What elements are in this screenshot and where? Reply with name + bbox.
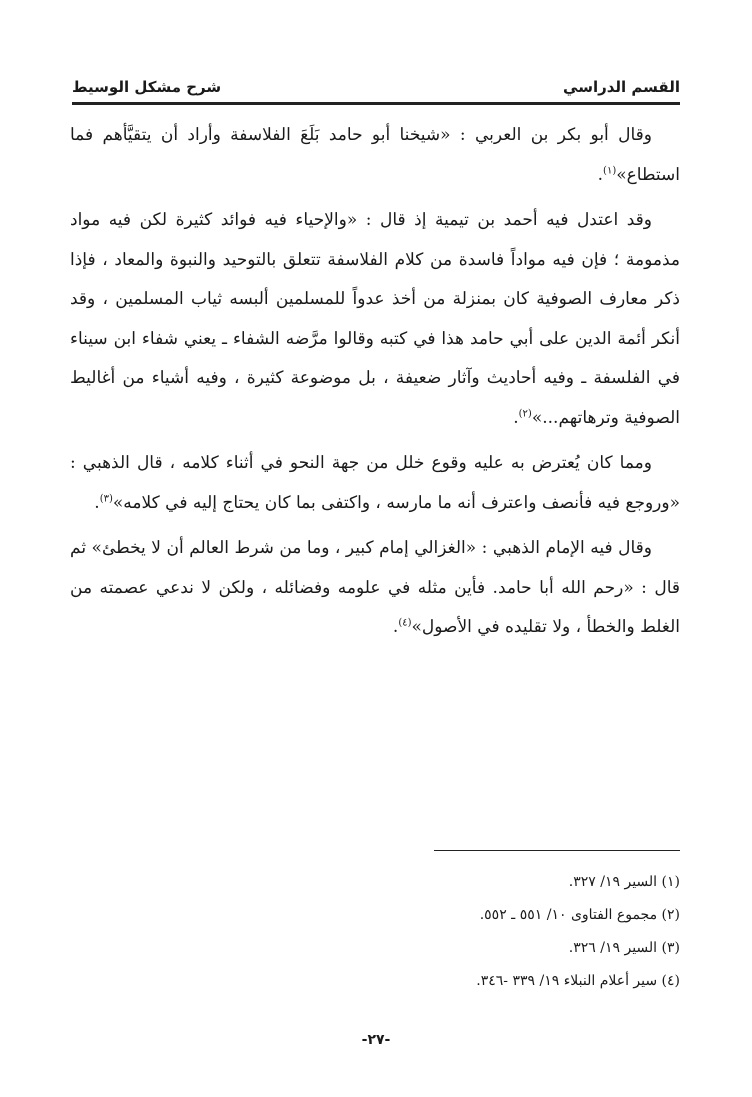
paragraph-end: . — [392, 617, 399, 637]
paragraph-text: وقد اعتدل فيه أحمد بن تيمية إذ قال : «والإحياء فيه فوائد كثيرة لكن فيه مواد مذمومة ؛ فإن فيه مواداً فاسدة من كلام الفلاسفة تتعلق بالتوحيد والنبوة والمعاد ، فإذا ذكر معارف الصوفية كان بمنزلة من أخذ عدواً للمسلمين ألبسه ثياب المسلمين ، وقد أنكر أئمة الدين على أبي حامد هذا في كتبه وقالوا مرَّضه الشفاء ـ يعني شفاء ابن سيناء في الفلسفة ـ وفيه أحاديث وآثار ضعيفة ، بل موضوعة كثيرة ، وفيه أشياء من أغاليط الصوفية وترهاتهم...» — [70, 210, 680, 428]
paragraph — [70, 529, 680, 648]
paragraph — [70, 201, 680, 438]
footnote: (١) السير ١٩/ ٣٢٧. — [568, 874, 680, 890]
page-number: -٢٧- — [361, 1032, 391, 1048]
footnote-ref: (٣) — [99, 492, 113, 504]
paragraph-end: . — [597, 164, 604, 185]
paragraph-end: . — [94, 492, 100, 513]
footnote-ref: (٢) — [518, 407, 532, 419]
paragraph-end: . — [513, 407, 519, 428]
paragraph-text: ومما كان يُعترض به عليه وقوع خلل من جهة النحو في أثناء كلامه ، قال الذهبي : «وروجع فيه فأنصف واعترف أنه ما مارسه ، واكتفى بما كان يحتاج إليه في كلامه» — [70, 453, 680, 513]
header-section-title: القسم الدراسي — [563, 78, 680, 96]
main-text — [70, 116, 680, 654]
paragraph-text: وقال أبو بكر بن العربي : «شيخنا أبو حامد بَلَعَ الفلاسفة وأراد أن يتقيَّأهم فما استطاع» — [70, 125, 680, 185]
paragraph — [70, 116, 680, 195]
footnote: (٤) سير أعلام النبلاء ١٩/ ٣٣٩ -٣٤٦. — [476, 973, 680, 989]
running-header — [72, 72, 680, 105]
footnotes — [72, 866, 680, 998]
footnote: (٣) السير ١٩/ ٣٢٦. — [568, 940, 680, 956]
footnote-separator — [434, 850, 680, 851]
paragraph-text: وقال فيه الإمام الذهبي : «الغزالي إمام كبير ، وما من شرط العالم أن لا يخطئ» ثم قال : «رحم الله أبا حامد. فأين مثله في علومه وفضائله ، ولكن لا ندعي عصمته من الغلط والخطأ ، ولا تقليده في الأصول» — [70, 538, 680, 637]
paragraph — [70, 444, 680, 523]
footnote-ref: (١) — [603, 164, 617, 176]
footnote: (٢) مجموع الفتاوى ١٠/ ٥٥١ ـ ٥٥٢. — [479, 907, 680, 923]
header-book-title: شرح مشكل الوسيط — [72, 78, 222, 96]
footnote-ref: (٤) — [398, 617, 412, 629]
